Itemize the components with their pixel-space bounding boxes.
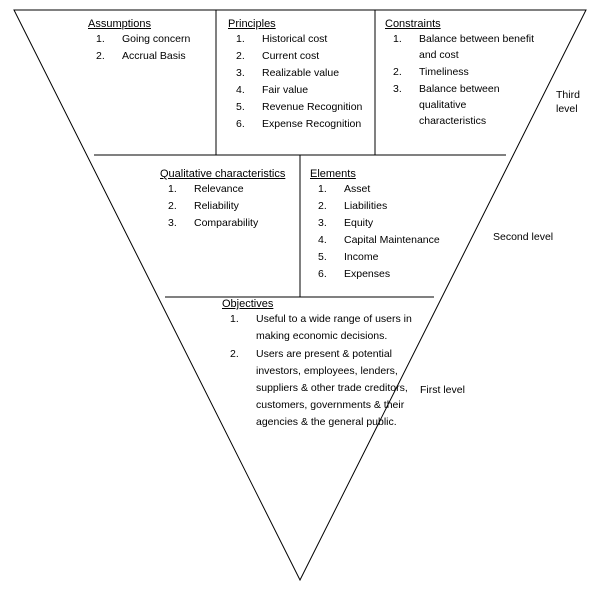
list-text: Users are present & potential investors, employees, lenders, suppliers & other trade creditors, customers, governments & their agencies & the general public. [256, 348, 408, 428]
list-number: 4. [318, 234, 327, 246]
panel-principles [228, 18, 378, 132]
list-number: 2. [236, 50, 245, 62]
list-text: Fair value [262, 84, 309, 96]
list-item [310, 198, 470, 214]
list-number: 1. [318, 183, 327, 195]
list-text: Relevance [194, 183, 244, 195]
list-text: Liabilities [344, 200, 388, 212]
list-number: 2. [168, 200, 177, 212]
list-item [385, 64, 535, 80]
list-item [310, 232, 470, 248]
list-item [310, 249, 470, 265]
list-number: 3. [236, 67, 245, 79]
list-item [228, 82, 378, 98]
list-item [385, 31, 535, 63]
list-text: Capital Maintenance [344, 234, 440, 246]
list-number: 2. [393, 66, 402, 78]
list-text: Historical cost [262, 33, 328, 45]
list-item [228, 48, 378, 64]
list-text: Reliability [194, 200, 239, 212]
list-text: Accrual Basis [122, 50, 186, 62]
list-number: 1. [168, 183, 177, 195]
list-text: Useful to a wide range of users in making economic decisions. [256, 313, 412, 342]
panel-objectives [222, 298, 422, 431]
panel-items-principles [228, 31, 378, 132]
list-text: Balance between qualitative characteristics [419, 83, 500, 127]
panel-items-qualitative-characteristics [160, 181, 295, 231]
panel-title-assumptions: Assumptions [88, 18, 151, 30]
list-number: 2. [230, 348, 239, 360]
list-number: 4. [236, 84, 245, 96]
list-text: Timeliness [419, 66, 469, 78]
list-item [160, 215, 295, 231]
list-number: 3. [318, 217, 327, 229]
list-number: 3. [393, 83, 402, 95]
list-text: Going concern [122, 33, 191, 45]
list-item [310, 215, 470, 231]
list-item [222, 346, 422, 431]
list-number: 1. [230, 313, 239, 325]
list-text: Current cost [262, 50, 320, 62]
level-label-third: Third level [556, 89, 580, 115]
panel-items-assumptions [88, 31, 208, 64]
list-item [310, 181, 470, 197]
panel-constraints [385, 18, 535, 129]
list-text: Revenue Recognition [262, 101, 363, 113]
list-number: 5. [318, 251, 327, 263]
panel-title-principles: Principles [228, 18, 276, 30]
list-item [228, 99, 378, 115]
list-text: Expenses [344, 268, 391, 280]
panel-title-constraints: Constraints [385, 18, 441, 30]
panel-elements [310, 168, 470, 282]
level-label-first: First level [420, 384, 465, 396]
panel-assumptions [88, 18, 208, 64]
list-item [222, 311, 422, 345]
list-text: Comparability [194, 217, 259, 229]
list-item [88, 31, 208, 47]
list-text: Equity [344, 217, 374, 229]
list-item [228, 65, 378, 81]
list-text: Realizable value [262, 67, 340, 79]
list-number: 6. [318, 268, 327, 280]
list-number: 1. [96, 33, 105, 45]
list-text: Asset [344, 183, 371, 195]
list-item [88, 48, 208, 64]
list-item [228, 116, 378, 132]
list-item [228, 31, 378, 47]
list-text: Income [344, 251, 379, 263]
panel-qualitative-characteristics [160, 168, 295, 231]
panel-items-constraints [385, 31, 535, 129]
list-text: Balance between benefit and cost [419, 33, 535, 61]
list-item [160, 198, 295, 214]
level-label-second: Second level [493, 231, 554, 243]
list-number: 2. [96, 50, 105, 62]
list-number: 6. [236, 118, 245, 130]
panel-title-objectives: Objectives [222, 298, 274, 310]
panel-items-elements [310, 181, 470, 282]
panel-title-elements: Elements [310, 168, 356, 180]
panel-title-qualitative-characteristics: Qualitative characteristics [160, 168, 286, 180]
list-number: 3. [168, 217, 177, 229]
list-number: 5. [236, 101, 245, 113]
list-number: 1. [236, 33, 245, 45]
list-text: Expense Recognition [262, 118, 362, 130]
list-number: 2. [318, 200, 327, 212]
panel-items-objectives [222, 311, 422, 431]
list-item [310, 266, 470, 282]
list-number: 1. [393, 33, 402, 45]
list-item [385, 81, 535, 129]
list-item [160, 181, 295, 197]
